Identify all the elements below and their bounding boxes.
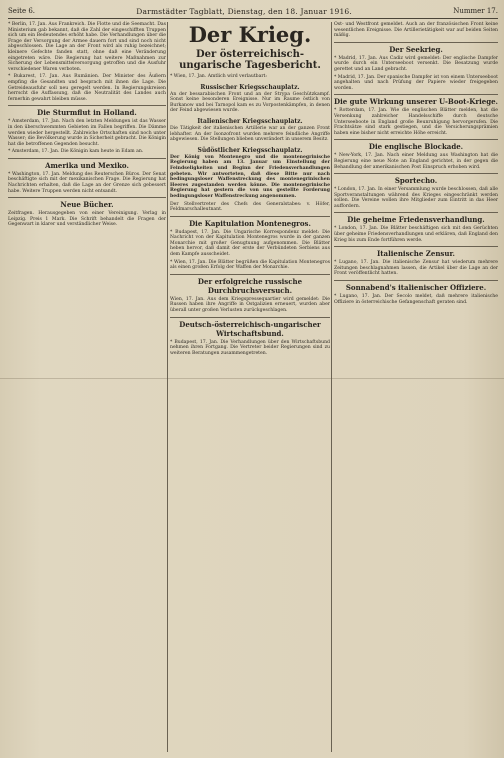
article-paragraph: * Madrid, 17. Jan. Der spanische Dampfer ist von einem Unterseeboot angehalten und nach Prüfung der Papiere wieder freigegeben worden.: [334, 74, 500, 91]
article-paragraph: * Budapest, 17. Jan. Die Ungarische Korrespondenz meldet: Die Nachricht von der Kapitulation Montenegros wurde in der ganzen Monarchie mit großer Genugtuung aufgenommen. Die Blätter heben hervor, daß damit der erste der Verbündeten Serbiens aus dem Kampfe ausscheidet.: [170, 229, 330, 258]
article-paragraph: * Bukarest, 17. Jan. Aus Rumänien. Der Minister des Äußern empfing die Gesandten und besprach mit ihnen die Lage. Die Getreideausfuhr soll neu geregelt werden. In Regierungskreisen herrscht die Auffassung, daß die Neutralität des Landes auch fernerhin gewahrt bleiben müsse.: [8, 74, 166, 102]
article-paragraph: * Lugano, 17. Jan. Der Secolo meldet, daß mehrere italienische Offiziere in österreichische Gefangenschaft geraten sind.: [334, 294, 500, 305]
section-heading: Italienischer Kriegsschauplatz.: [197, 117, 303, 125]
article-paragraph: * Wien, 17. Jan. Amtlich wird verlautbart:: [170, 74, 267, 79]
article-paragraph: * Budapest, 17. Jan. Die Verhandlungen über den Wirtschaftsbund nehmen ihren Fortgang. Die Vertreter beider Regierungen sind zu weiteren Beratungen zusammengetreten.: [170, 339, 330, 356]
article-paragraph: Der König von Montenegro und die montenegrinische Regierung haben am 13. Januar um Einstellung der Feindseligkeiten und Beginn der Friedensverhandlungen gebeten. Wir antworteten, daß diese Bitte nur nach bedingungsloser Waffenstreckung des montenegrinischen Heeres zugestanden werden könne. Die montenegrinische Regierung hat gestern die von uns gestellte Forderung bedingungsloser Waffenstreckung angenommen.: [170, 154, 330, 199]
article-paragraph: Die Tätigkeit der italienischen Artillerie war an der ganzen Front lebhafter. An der Isonzofront wurden mehrere feindliche Angriffe abgewiesen. Die Stellungen blieben unverändert in unserem Besitz.: [170, 125, 330, 143]
section-heading: Russischer Kriegsschauplatz.: [200, 83, 300, 91]
signature-line: Der Stellvertreter des Chefs des Generalstabes: v. Höfer, Feldmarschalleutnant.: [170, 201, 330, 213]
section-heading: Südöstlicher Kriegsschauplatz.: [197, 146, 303, 154]
column-rule: [331, 22, 332, 752]
article-paragraph: * Amsterdam, 17. Jan. Nach den letzten Meldungen ist das Wasser in den überschwemmten Gebieten im Fallen begriffen. Die Dämme werden wieder hergestellt. Zahlreiche Ortschaften sind noch unter Wasser; die Bevölkerung wurde in Sicherheit gebracht. Die Königin hat die betroffenen Gegenden besucht.: [8, 119, 166, 147]
issue-number: Nummer 17.: [453, 7, 498, 15]
section-heading: Die Sturmflut in Holland.: [8, 105, 166, 117]
masthead: [8, 4, 498, 19]
article-paragraph: Ost- und Westfront gemeldet. Auch an der französischen Front keine wesentlichen Ereignisse. Die Artillerietätigkeit war auf beiden Seiten mäßig.: [334, 22, 500, 39]
section-heading: Sonnabend's italienischer Offiziere.: [334, 280, 498, 292]
newspaper-title: Darmstädter Tagblatt, Dienstag, den 18. Januar 1916.: [136, 6, 352, 16]
section-heading: Die englische Blockade.: [334, 139, 498, 151]
section-heading: Italienische Zensur.: [334, 246, 498, 258]
article-paragraph: * Madrid, 17. Jan. Aus Cadiz wird gemeldet: Der englische Dampfer wurde durch ein Unterseeboot versenkt. Die Besatzung wurde gerettet und an Land gebracht.: [334, 55, 500, 72]
column-rule: [167, 22, 168, 752]
section-heading: Amerika und Mexiko.: [8, 158, 166, 170]
section-heading: Deutsch-österreichisch-ungarischer Wirtschaftsbund.: [170, 317, 330, 338]
article-paragraph: * Lugano, 17. Jan. Die italienische Zensur hat wiederum mehrere Zeitungen beschlagnahmen lassen, die Artikel über die Lage an der Front veröffentlicht hatten.: [334, 260, 500, 277]
section-heading: Die Kapitulation Montenegros.: [170, 216, 330, 228]
article-paragraph: Wien, 17. Jan. Aus dem Kriegspressequartier wird gemeldet: Die Russen haben ihre Angriffe in Ostgalizien erneuert, wurden aber überall unter großen Verlusten zurückgeschlagen.: [170, 296, 330, 314]
article-paragraph: * New-York, 17. Jan. Nach einer Meldung aus Washington hat die Regierung eine neue Note an England gerichtet, in der gegen die Behandlung der amerikanischen Post Einspruch erhoben wird.: [334, 153, 500, 170]
section-heading: Der erfolgreiche russische Durchbruchsversuch.: [170, 274, 330, 295]
section-heading: Neue Bücher.: [8, 197, 166, 209]
page-number: Seite 6.: [8, 7, 36, 15]
article-paragraph: * Wien, 17. Jan. Die Blätter begrüßen die Kapitulation Montenegros als einen großen Erfolg der Waffen der Monarchie.: [170, 259, 330, 271]
article-paragraph: * Washington, 17. Jan. Meldung des Reuterschen Büros. Der Senat beschäftigte sich mit der mexikanischen Frage. Die Regierung hat Nachrichten erhalten, daß die Lage an der Grenze sich gebessert habe. Weitere Truppen werden nicht entsandt.: [8, 171, 166, 194]
column-left: [8, 22, 166, 754]
main-headline: Der Krieg.: [188, 22, 312, 47]
section-heading: Die geheime Friedensverhandlung.: [334, 212, 498, 224]
article-paragraph: * London, 17. Jan. Die Blätter beschäftigen sich mit den Gerüchten über geheime Friedensverhandlungen und erklären, daß England den Krieg bis zum Ende fortführen werde.: [334, 226, 500, 243]
column-center: [170, 22, 330, 754]
article-paragraph: * Rotterdam, 17. Jan. Wie die englischen Blätter melden, hat die Versenkung zahlreicher Handelsschiffe durch deutsche Unterseeboote in England große Beunruhigung hervorgerufen. Die Frachtsätze sind stark gestiegen, und die Versicherungsprämien haben eine bisher nicht erreichte Höhe erreicht.: [334, 108, 500, 136]
article-paragraph: An der bessarabischen Front und an der Strypa Geschützkampf. Sonst keine besonderen Ereignisse. Nur im Raume östlich von Burkanow und bei Tarnopol kam es zu Vorpostenkämpfen, in denen der Feind abgewiesen wurde.: [170, 91, 330, 114]
sub-headline: Der österreichisch-ungarische Tagesbericht.: [179, 49, 321, 71]
section-heading: Der Seekrieg.: [334, 42, 498, 54]
section-heading: Sportecho.: [334, 173, 498, 185]
article-paragraph: * Amsterdam, 17. Jan. Die Königin kam heute in Edam an.: [8, 149, 144, 155]
section-heading: Die gute Wirkung unserer U-Boot-Kriege.: [334, 94, 498, 106]
article-paragraph: Zeitfragen. Herausgegeben von einer Vereinigung. Verlag in Leipzig. Preis 1 Mark. Die Schrift behandelt die Fragen der Gegenwart in klarer und verständlicher Weise.: [8, 211, 166, 228]
column-right: [334, 22, 498, 754]
article-paragraph: * Berlin, 17. Jan. Aus Frankreich. Die Flotte und die Seemacht. Das Ministerium gab bekannt, daß die Zahl der eingeschifften Truppen sich um ein Bedeutendes erhöht habe. Die Verhandlungen über die Frage der Versorgung der Armee dauern fort und sind noch nicht abgeschlossen. Die Lage an der Front wird als ruhig bezeichnet; kleinere Gefechte fanden statt, ohne daß eine Veränderung eingetreten wäre. Die Regierung hat weitere Maßnahmen zur Sicherung der Lebensmittelversorgung getroffen und die Ausfuhr verschiedener Waren verboten.: [8, 22, 166, 72]
article-paragraph: * London, 17. Jan. In einer Versammlung wurde beschlossen, daß alle Sportveranstaltungen während des Krieges eingeschränkt werden sollen. Die Vereine wollen ihre Mitglieder zum Eintritt in das Heer auffordern.: [334, 187, 500, 209]
